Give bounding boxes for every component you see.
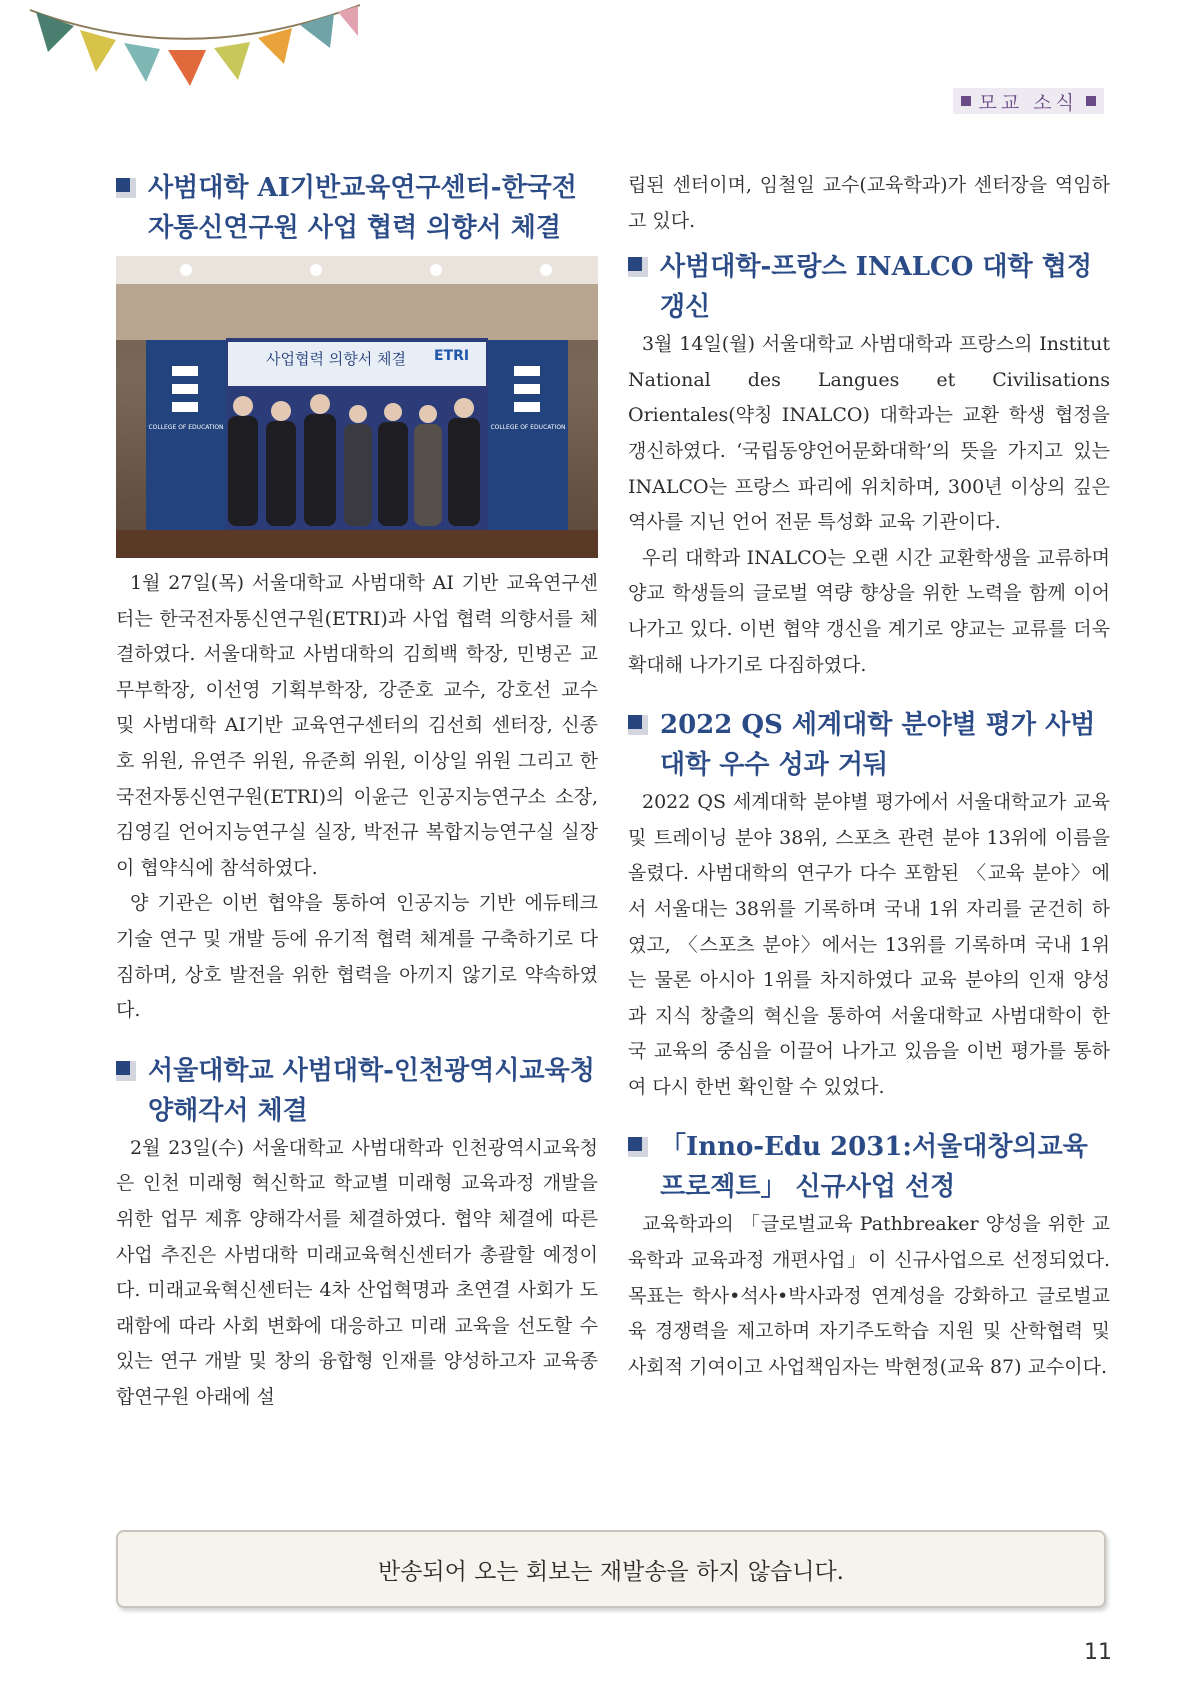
photo-flag-text-left: COLLEGE OF EDUCATION bbox=[148, 424, 224, 431]
photo-banner-logo: ETRI bbox=[434, 348, 470, 364]
continued-paragraph: 립된 센터이며, 임철일 교수(교육학과)가 센터장을 역임하고 있다. bbox=[628, 174, 1110, 232]
square-bullet-icon bbox=[628, 715, 648, 735]
square-bullet-icon bbox=[116, 1061, 136, 1081]
left-column bbox=[116, 168, 598, 1415]
article-paragraph: 양 기관은 이번 협약을 통하여 인공지능 기반 에듀테크 기술 연구 및 개발 등에 유기적 협력 체계를 구축하기로 다짐하며, 상호 발전을 위한 협력을 아끼지 않기로 약속하였다. bbox=[116, 892, 598, 1022]
notice-text: 반송되어 오는 회보는 재발송을 하지 않습니다. bbox=[377, 1558, 844, 1585]
article-paragraph: 우리 대학과 INALCO는 오랜 시간 교환학생을 교류하며 양교 학생들의 글로벌 역량 향상을 위한 노력을 함께 이어 나가고 있다. 이번 협약 갱신을 계기로 양교는 교류를 더욱 확대해 나가기로 다짐하였다. bbox=[628, 546, 1110, 676]
section-label bbox=[953, 88, 1104, 114]
article-heading: 사범대학 AI기반교육연구센터-한국전자통신연구원 사업 협력 의향서 체결 bbox=[116, 168, 598, 248]
photo-banner-text: 사업협력 의향서 체결 bbox=[266, 350, 406, 368]
article-heading: 「Inno-Edu 2031:서울대창의교육프로젝트」 신규사업 선정 bbox=[628, 1127, 1110, 1207]
section-label-text: 모교 소식 bbox=[978, 91, 1078, 114]
article-paragraph: 1월 27일(목) 서울대학교 사범대학 AI 기반 교육연구센터는 한국전자통신연구원(ETRI)과 사업 협력 의향서를 체결하였다. 서울대학교 사범대학의 김희백 학장, 민병곤 교무부학장, 이선영 기획부학장, 강준호 교수, 강호선 교수 및 사범대학 AI기반 교육연구센터의 김선희 센터장, 신종호 위원, 유연주 위원, 유준희 위원, 이상일 위원 그리고 한국전자통신연구원(ETRI)의 이윤근 인공지능연구소 소장, 김영길 언어지능연구실 실장, 박전규 복합지능연구실 실장이 협약식에 참석하였다. bbox=[116, 572, 598, 879]
square-bullet-icon bbox=[628, 1137, 648, 1157]
square-bullet-icon bbox=[116, 178, 136, 198]
right-column bbox=[628, 168, 1110, 1385]
article-heading: 서울대학교 사범대학-인천광역시교육청 양해각서 체결 bbox=[116, 1051, 598, 1131]
article-paragraph: 2월 23일(수) 서울대학교 사범대학과 인천광역시교육청은 인천 미래형 혁신학교 학교별 미래형 교육과정 개발을 위한 업무 제휴 양해각서를 체결하였다. 협약 체결에 따른 사업 추진은 사범대학 미래교육혁신센터가 총괄할 예정이다. 미래교육혁신센터는 4차 산업혁명과 초연결 사회가 도래함에 따라 사회 변화에 대응하고 미래 교육을 선도할 수 있는 연구 개발 및 창의 융합형 인재를 양성하고자 교육종합연구원 아래에 설 bbox=[116, 1136, 598, 1408]
square-bullet-icon bbox=[628, 257, 648, 277]
photo-flag-text-right: COLLEGE OF EDUCATION bbox=[490, 424, 566, 431]
article-paragraph: 2022 QS 세계대학 분야별 평가에서 서울대학교가 교육 및 트레이닝 분야 38위, 스포츠 관련 분야 13위에 이름을 올렸다. 사범대학의 연구가 다수 포함된 〈교육 분야〉에서 서울대는 38위를 기록하며 국내 1위 자리를 굳건히 하였고, 〈스포츠 분야〉에서는 13위를 기록하며 국내 1위는 물론 아시아 1위를 차지하였다 교육 분야의 인재 양성과 지식 창출의 혁신을 통하여 서울대학교 사범대학이 한국 교육의 중심을 이끌어 나가고 있음을 이번 평가를 통하여 다시 한번 확인할 수 있었다. bbox=[628, 791, 1110, 1098]
return-mail-notice bbox=[116, 1530, 1106, 1608]
bunting-decoration bbox=[0, 0, 380, 100]
article-paragraph: 3월 14일(월) 서울대학교 사범대학과 프랑스의 Institut National des Langues et Civilisations Orientales(약칭 INALCO) 대학과는 교환 학생 협정을 갱신하였다. ‘국립동양언어문화대학’의 뜻을 가지고 있는 INALCO는 프랑스 파리에 위치하며, 300년 이상의 깊은 역사를 지닌 언어 전문 특성화 교육 기관이다. bbox=[628, 333, 1110, 534]
article-heading: 사범대학-프랑스 INALCO 대학 협정 갱신 bbox=[628, 247, 1110, 327]
article-paragraph: 교육학과의 「글로벌교육 Pathbreaker 양성을 위한 교육학과 교육과정 개편사업」이 신규사업으로 선정되었다. 목표는 학사•석사•박사과정 연계성을 강화하고 글로벌교육 경쟁력을 제고하며 자기주도학습 지원 및 산학협력 및 사회적 기여이고 사업책임자는 박현정(교육 87) 교수이다. bbox=[628, 1213, 1110, 1378]
page-number: 11 bbox=[1084, 1640, 1112, 1665]
event-photo bbox=[116, 256, 598, 558]
square-bullet-icon bbox=[961, 96, 971, 106]
article-heading: 2022 QS 세계대학 분야별 평가 사범대학 우수 성과 거둬 bbox=[628, 705, 1110, 785]
square-bullet-icon bbox=[1086, 96, 1096, 106]
